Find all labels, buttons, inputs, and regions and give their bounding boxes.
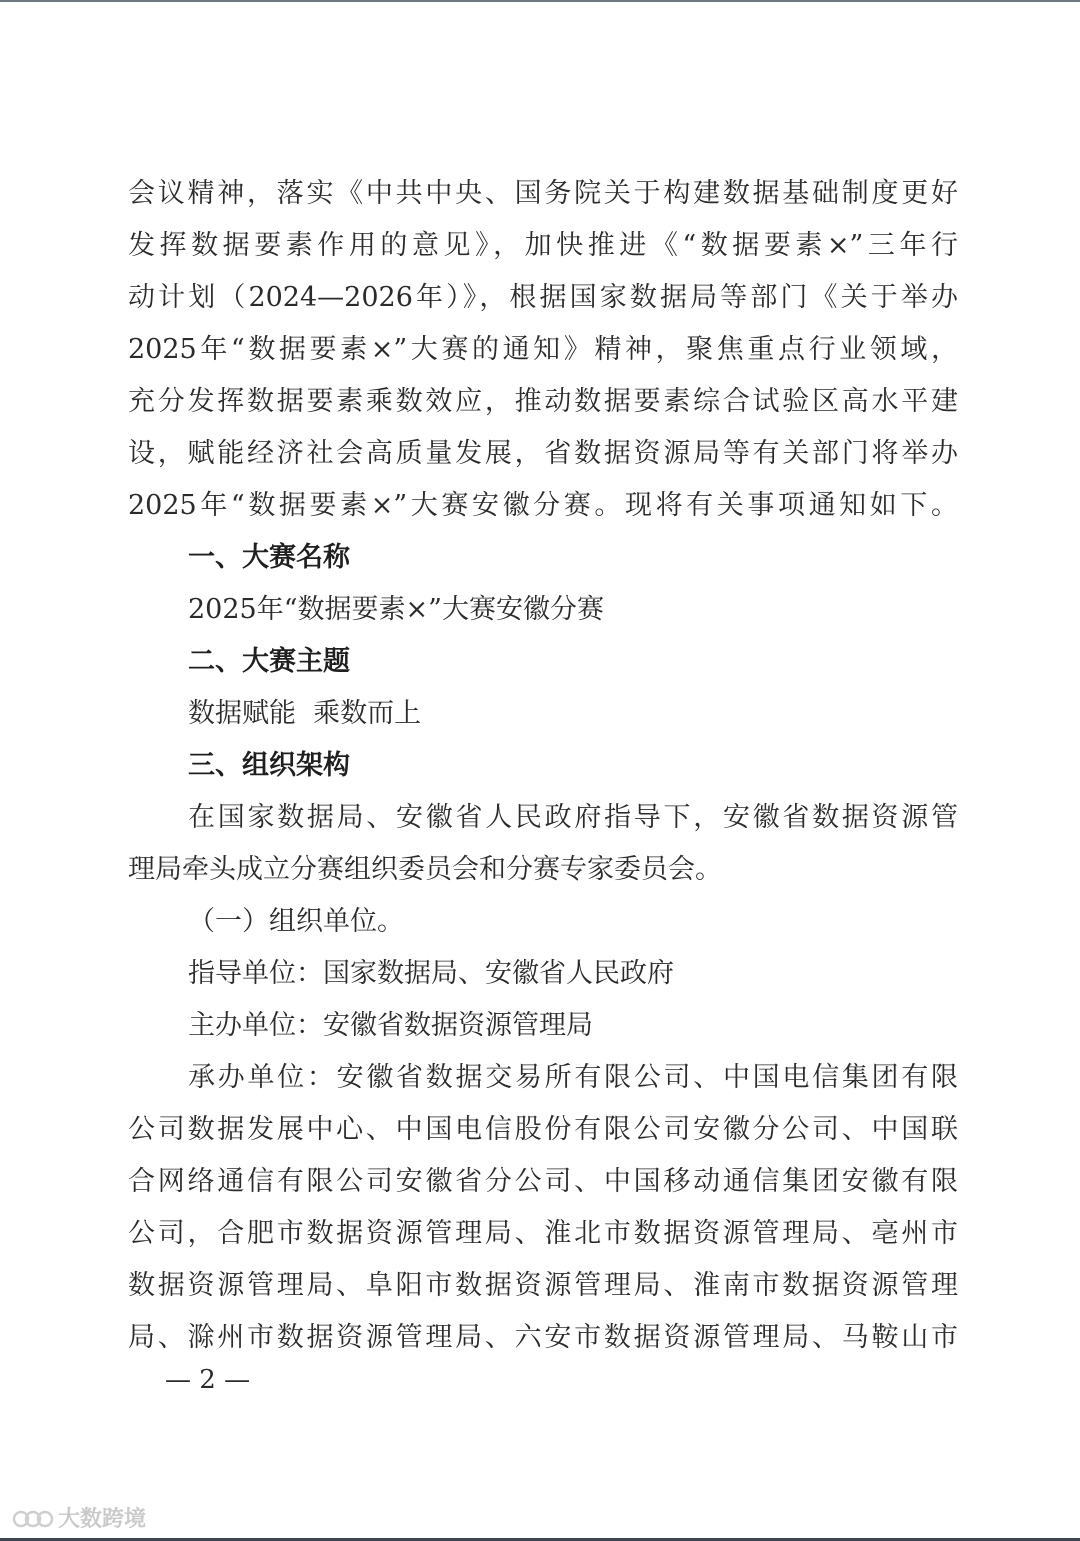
body-line: 局、滁州市数据资源管理局、六安市数据资源管理局、马鞍山市 (128, 1322, 958, 1353)
body-line: 在国家数据局、安徽省人民政府指导下，安徽省数据资源管 (188, 802, 958, 833)
watermark (12, 1502, 146, 1533)
body-line: 公司数据发展中心、中国电信股份有限公司安徽分公司、中国联 (128, 1114, 958, 1145)
body-line: 设，赋能经济社会高质量发展，省数据资源局等有关部门将举办 (128, 438, 958, 469)
page-number: — 2 — (165, 1365, 251, 1395)
body-line: 动计划（2024—2026年）》，根据国家数据局等部门《关于举办 (128, 282, 958, 313)
body-line: 发挥数据要素作用的意见》，加快推进《“数据要素×”三年行 (128, 230, 958, 261)
body-line: 合网络通信有限公司安徽省分公司、中国移动通信集团安徽有限 (128, 1166, 958, 1197)
body-line: 2025年“数据要素×”大赛安徽分赛。现将有关事项通知如下。 (128, 490, 958, 521)
watermark-text: 大数跨境 (58, 1507, 147, 1532)
section-heading-name: 一、大赛名称 (188, 542, 350, 573)
section-text-name: 2025年“数据要素×”大赛安徽分赛 (188, 594, 604, 625)
section-heading-organization: 三、组织架构 (188, 750, 350, 781)
body-line: 数据资源管理局、阜阳市数据资源管理局、淮南市数据资源管理 (128, 1270, 958, 1301)
section-heading-theme: 二、大赛主题 (188, 646, 350, 677)
section-text-theme: 数据赋能 乘数而上 (188, 698, 422, 729)
body-line: 公司，合肥市数据资源管理局、淮北市数据资源管理局、亳州市 (128, 1218, 958, 1249)
top-border-line (0, 0, 1080, 2)
body-line: 承办单位：安徽省数据交易所有限公司、中国电信集团有限 (188, 1062, 958, 1093)
body-line: 充分发挥数据要素乘数效应，推动数据要素综合试验区高水平建 (128, 386, 958, 417)
body-line: 2025年“数据要素×”大赛的通知》精神，聚焦重点行业领域， (128, 334, 958, 365)
host-units: 主办单位：安徽省数据资源管理局 (188, 1010, 593, 1041)
body-line: 理局牵头成立分赛组织委员会和分赛专家委员会。 (128, 854, 722, 885)
watermark-logo-icon (12, 1507, 54, 1529)
guide-units: 指导单位：国家数据局、安徽省人民政府 (188, 958, 674, 989)
body-line: 会议精神，落实《中共中央、国务院关于构建数据基础制度更好 (128, 178, 958, 209)
subsection-heading-units: （一）组织单位。 (188, 906, 404, 937)
document-body (128, 168, 958, 1364)
